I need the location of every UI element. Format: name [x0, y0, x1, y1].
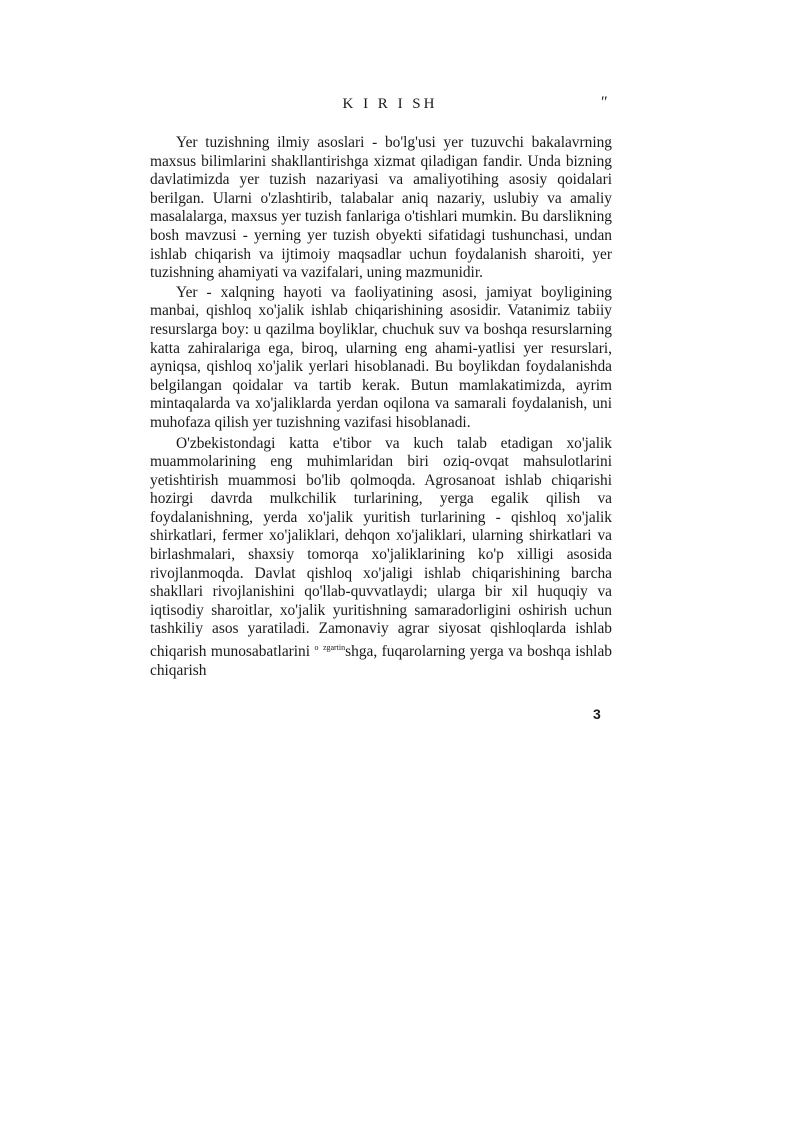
scan-artifact-superscript: zgartin — [322, 643, 346, 653]
paragraph-1: Yer tuzishning ilmiy asoslari - bo'lg'usi yer tuzuvchi bakalavrning maxsus bilimlarini shakllantirishga xizmat qiladigan fandir. Unda bizning davlatimizda yer tuzish nazariyasi va amaliyotihing asosiy qoidalari berilgan. Ularni o'zlashtirib, talabalar aniq nazariy, uslubiy va amaliy masalalarga, maxsus yer tuzish fanlariga o'tishlari mumkin. Bu darslikning bosh mavzusi - yerning yer tuzish obyekti sifatidagi tushunchasi, undan ishlab chiqarish va ijtimoiy maqsadlar uchun foydalanish sharoiti, yer tuzishning ahamiyati va vazifalari, uning mazmunidir. — [150, 134, 612, 282]
body-text — [150, 134, 612, 680]
paragraph-3-text: O'zbekistondagi katta e'tibor va kuch talab etadigan xo'jalik muammolarining eng muhimlaridan biri oziq-ovqat mahsulotlarini yetishtirish muammosi bo'lib qolmoqda. Agrosanoat ishlab chiqarishi hozirgi davrda mulkchilik turlarining, yerga egalik qilish va foydalanishning, yerda xo'jalik yuritish turlarining - qishloq xo'jalik shirkatlari, fermer xo'jaliklari, dehqon xo'jaliklari, ularning shirkatlari va birlashmalari, shaxsiy tomorqa xo'jaliklarining ko'p xilligi asosida rivojlanmoqda. Davlat qishloq xo'jaligi ishlab chiqarishining barcha shakllari rivojlanishini qo'llab-quvvatlaydi; ularga bir xil huquqiy va iqtisodiy sharoitlar, xo'jalik yuritishning samaradorligini oshirish uchun tashkiliy asos yaratiladi. Zamonaviy agrar siyosat qishloqlarda ishlab chiqarish munosabatlarini — [150, 434, 612, 661]
scan-artifact-mark: o — [314, 643, 319, 653]
page-number: 3 — [593, 706, 601, 722]
page-title: K I R I SH — [342, 96, 438, 112]
paragraph-2: Yer - xalqning hayoti va faoliyatining asosi, jamiyat boyligining manbai, qishloq xo'jalik ishlab chiqarishining asosidir. Vatanimiz tabiiy resurslarga boy: u qazilma boyliklar, chuchuk suv va boshqa resurslarning katta zahiralariga ega, biroq, ularning eng ahami-yatlisi yer resurslari, ayniqsa, qishloq xo'jalik yerlari hisoblanadi. Bu boylikdan foydalanishda belgilangan qoidalar va tartib kerak. Butun mamlakatimizda, ayrim mintaqalarda va xo'jaliklarda yerdan oqilona va samarali foydalanish, uni muhofaza qilish yer tuzishning vazifasi hisoblanadi. — [150, 283, 612, 431]
corner-mark: ″ — [601, 94, 608, 111]
paragraph-3-tail: shga, fuqarolarning yerga va boshqa ishlab chiqarish — [150, 643, 612, 679]
paragraph-3 — [150, 435, 612, 681]
